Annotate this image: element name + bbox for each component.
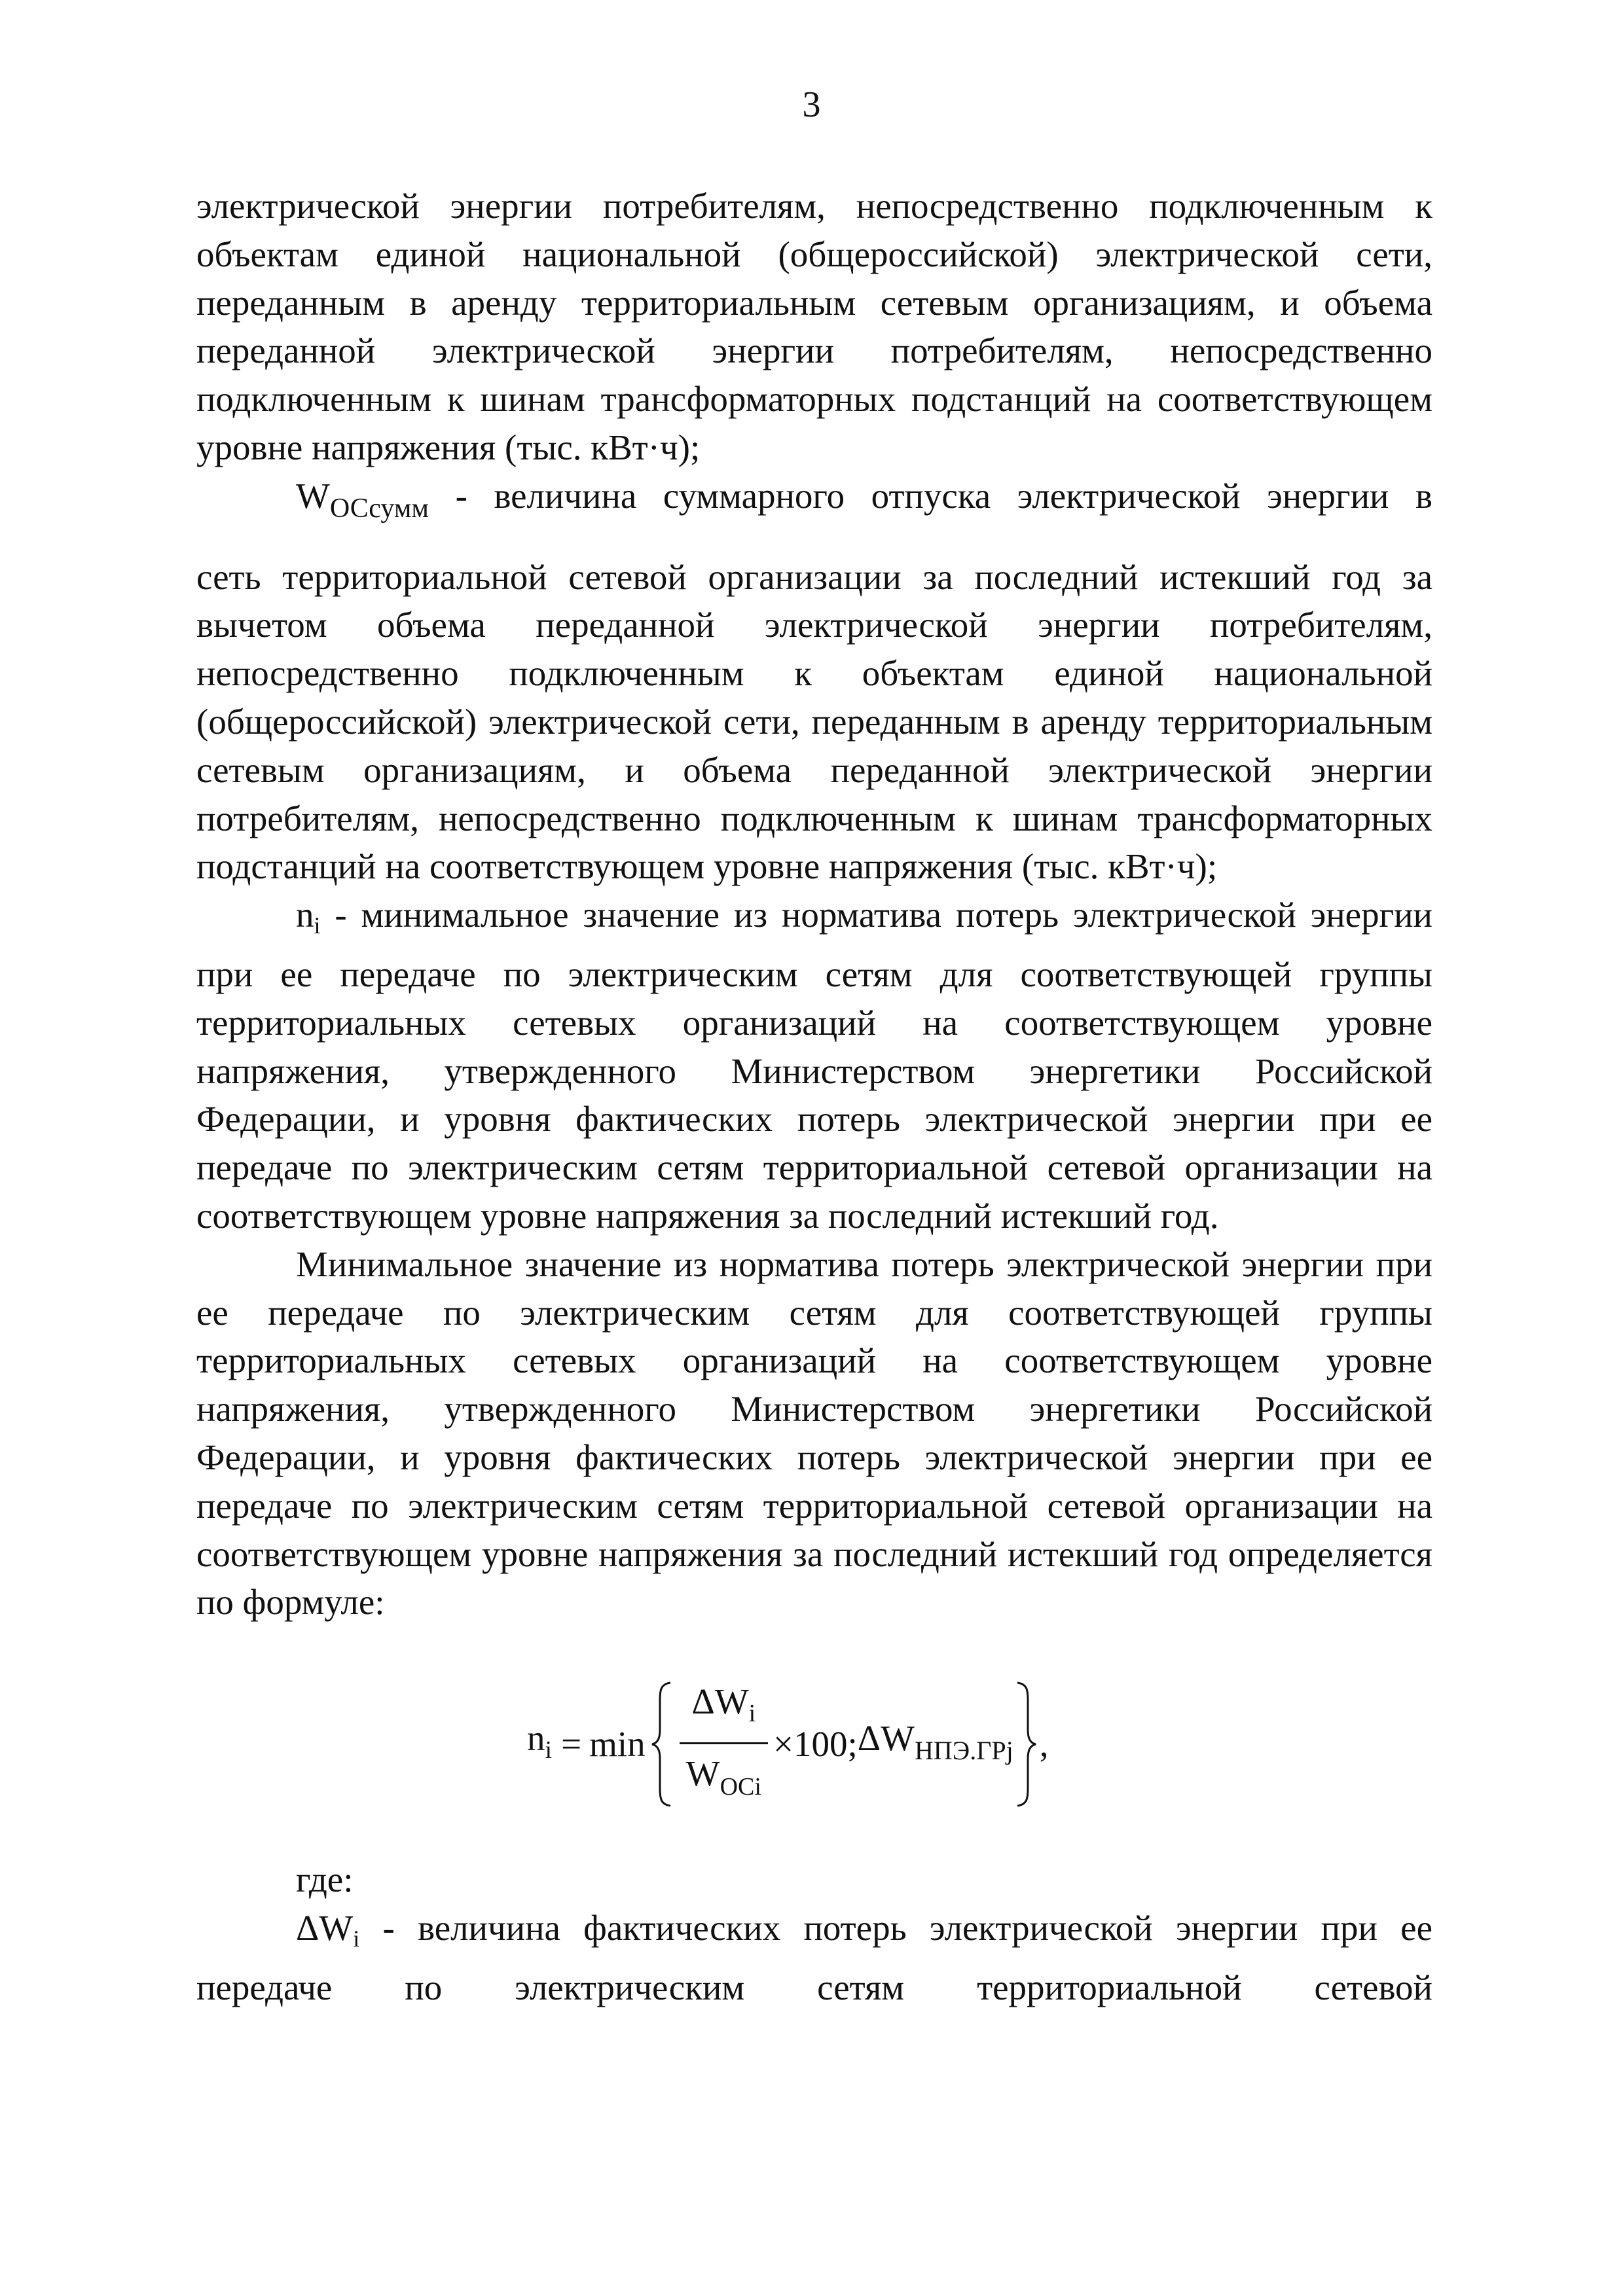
symbol-n-i: $n_i$ <box>296 895 321 939</box>
formula-normative-loss: $\Delta W_{НПЭ.ГРj}$ <box>857 1717 1013 1765</box>
definition-w-os-summ-line1: - величина суммарного отпуска электрической энергии в <box>455 475 1432 516</box>
formula-equals: = <box>561 1724 582 1765</box>
definition-delta-w-i-text: - величина фактических потерь электрической энергии при ее передаче по электрическим сетям территориальной сетевой <box>196 1907 1432 2007</box>
left-brace-icon <box>648 1679 674 1810</box>
definition-n-i <box>196 891 1432 1240</box>
symbol-w-os-summ: $W_{ОСсумм}$ <box>296 475 429 524</box>
symbol-delta-w-i: $\Delta W_i$ <box>296 1907 360 1952</box>
formula-times-100: ×100; <box>773 1724 858 1765</box>
formula-fraction <box>680 1677 768 1812</box>
paragraph-minimum-value: Минимальное значение из норматива потерь электрической энергии при ее передаче по электрическим сетям для соответствующей группы территориальных сетевых организаций на соответствующем уровне напряжения, утвержденного Министерством энергетики Российской Федерации, и уровня фактических потерь электрической энергии при ее передаче по электрическим сетям территориальной сетевой организации на соответствующем уровне напряжения за последний истекший год определяется по формуле: <box>196 1244 1432 1623</box>
where-label: где: <box>296 1859 354 1900</box>
formula-n-i <box>196 1666 1432 1823</box>
paragraph-continuation: электрической энергии потребителям, непосредственно подключенным к объектам единой национальной (общероссийской) электрической сети, переданным в аренду территориальным сетевым организациям, и объема переданной электрической энергии потребителям, непосредственно подключенным к шинам трансформаторных подстанций на соответствующем уровне напряжения (тыс. кВт·ч); <box>196 186 1432 467</box>
definition-n-i-text: - минимальное значение из норматива потерь электрической энергии при ее передаче по электрическим сетям для соответствующей группы территориальных сетевых организаций на соответствующем уровне напряжения, утвержденного Министерством энергетики Российской Федерации, и уровня фактических потерь электрической энергии при ее передаче по электрическим сетям территориальной сетевой организации на соответствующем уровне напряжения за последний истекший год. <box>196 895 1432 1236</box>
formula-min-function: min <box>589 1724 646 1765</box>
formula-numerator: $\Delta W_i$ <box>691 1681 756 1727</box>
body-text <box>196 182 1432 2012</box>
formula-denominator: $W_{OCi}$ <box>680 1742 768 1812</box>
formula-trailing-comma: , <box>1039 1724 1049 1765</box>
page-number: 3 <box>802 84 821 125</box>
definition-w-os-summ-first-line <box>196 472 1432 533</box>
formula-lhs: $n_i$ <box>527 1717 553 1764</box>
right-brace-icon <box>1013 1679 1040 1810</box>
definition-delta-w-i <box>196 1904 1432 2012</box>
definition-w-os-summ-rest: сеть территориальной сетевой организации за последний истекший год за вычетом объема переданной электрической энергии потребителям, непосредственно подключенным к объектам единой национальной (общероссийской) электрической сети, переданным в аренду территориальным сетевым организациям, и объема переданной электрической энергии потребителям, непосредственно подключенным к шинам трансформаторных подстанций на соответствующем уровне напряжения (тыс. кВт·ч); <box>196 556 1432 887</box>
